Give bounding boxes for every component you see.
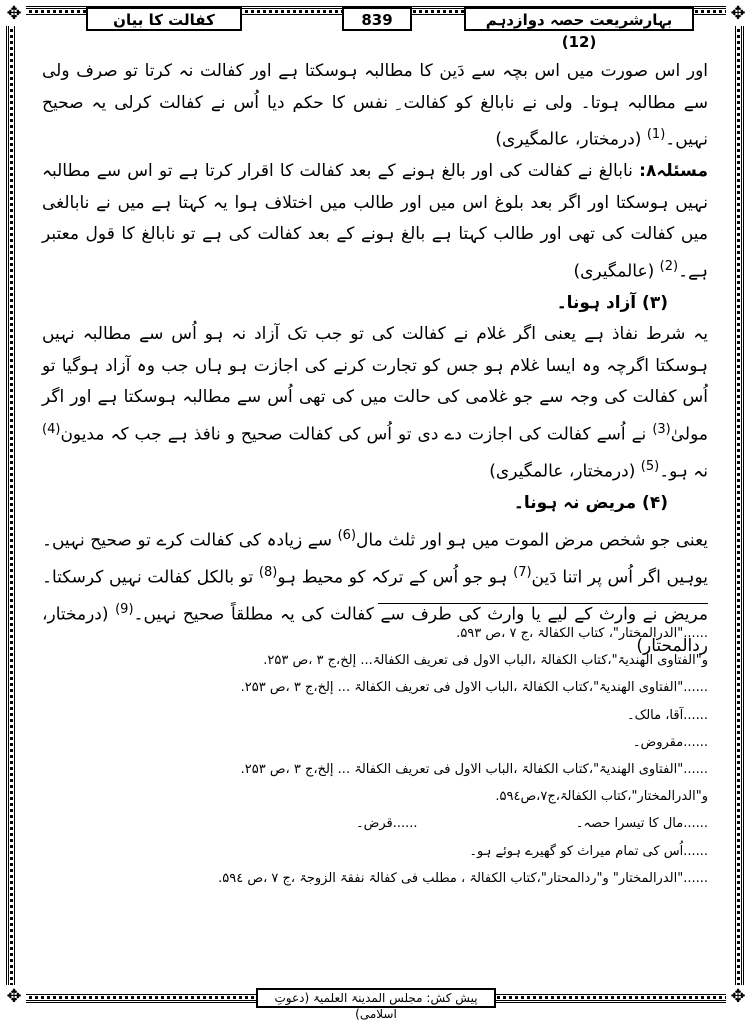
footnote: و"الدرالمختار"،کتاب الکفالۃ،ج۷،ص۵۹٤. xyxy=(495,789,708,805)
masla-paragraph: مسئلہ۸: نابالغ نے کفالت کی اور بالغ ہونے کے بعد کفالت کا اقرار کرتا ہے تو اس سے مطالبہ نہیں ہوسکتا اور اگر بعد بلوغ اس میں اور طالب میں اختلاف ہوا یہ کہتا ہے میں نے نابالغی میں کفالت کی تھی اور طالب کہتا ہے بالغ ہونے کے بعد کفالت کی ہے تو نابالغ کا قول معتبر ہے۔$^{(2)}$ (عالمگیری) xyxy=(42,161,708,282)
page-number: 839 xyxy=(342,7,412,31)
corner-ornament-icon: ✥ xyxy=(2,2,26,26)
corner-ornament-icon: ✥ xyxy=(726,2,750,26)
paragraph: اور اس صورت میں اس بچہ سے دَین کا مطالبہ ہوسکتا ہے اور کفالت نہ کرتا تو صرف ولی سے مطالبہ ہوتا۔ ولی نے نابالغ کو کفالت ِ نفس کا حکم دیا اُس نے کفالت کرلی یہ صحیح نہیں۔$^{(1)}$ (درمختار، عالمگیری) xyxy=(42,61,708,150)
footnote: ......آقا، مالک۔ xyxy=(626,707,708,723)
chapter-title: کفالت کا بیان xyxy=(86,7,242,31)
footnote: و"الفتاوی الھندیۃ"،کتاب الکفالۃ ،الباب الاول فی تعریف الکفالۃ... إلخ،ج ۳ ،ص ۲۵۳. xyxy=(263,653,708,669)
section-heading: (۳) آزاد ہونا۔ xyxy=(556,292,668,313)
main-text xyxy=(42,56,708,663)
footnote: ......اُس کی تمام میراث کو گھیرے ہوئے ہو۔ xyxy=(469,843,708,859)
footnote-pair xyxy=(42,810,708,837)
section-heading: (۴) مریض نہ ہونا۔ xyxy=(513,493,668,514)
footnote: ......مال کا تیسرا حصہ۔ xyxy=(575,816,708,832)
footnotes xyxy=(42,620,708,892)
paragraph: یہ شرط نفاذ ہے یعنی اگر غلام نے کفالت کی تو جب تک آزاد نہ ہو اُس سے مطالبہ نہیں ہوسکتا اگرچہ وہ ایسا غلام ہو جس کو تجارت کرنے کی اجازت ہو ہاں جب وہ آزاد ہوگیا تو اُس کفالت کی وجہ سے جو غلامی کی حالت میں کی تھی اُس سے مطالبہ ہوسکتا ہے اور اگر مولیٰ$^{(3)}$ نے اُسے کفالت کی اجازت دے دی تو اُس کی کفالت صحیح و نافذ ہے جب کہ مدیون$^{(4)}$ نہ ہو۔$^{(5)}$ (درمختار، عالمگیری) xyxy=(42,324,708,482)
footnote: ......"الدرالمختار" و"ردالمحتار"،کتاب الکفالۃ ، مطلب فی کفالۃ نفقۃ الزوجۃ ،ج ۷ ،ص ۵۹٤. xyxy=(218,870,708,886)
masla-label: مسئلہ۸: xyxy=(639,161,708,182)
footnote: ......"الفتاوی الھندیۃ"،کتاب الکفالۃ ،الباب الاول فی تعریف الکفالۃ ... إلخ،ج ۳ ،ص ۲۵۳. xyxy=(240,762,708,778)
corner-ornament-icon: ✥ xyxy=(726,985,750,1009)
paragraph: یعنی جو شخص مرض الموت میں ہو اور ثلث مال$^{(6)}$ سے زیادہ کی کفالت کرے تو صحیح نہیں۔ یوہیں اگر اُس پر اتنا دَین$^{(7)}$ ہو جو اُس کے ترکہ کو محیط ہو$^{(8)}$ تو بالکل کفالت نہیں کرسکتا۔ مریض نے وارث کے لیے یا وارث کی طرف سے کفالت کی یہ مطلقاً صحیح نہیں۔$^{(9)}$ (درمختار، ردالمحتار) xyxy=(42,527,709,657)
footnote: ......مقروض۔ xyxy=(632,734,708,750)
footnote: ......"الفتاوی الھندیۃ"،کتاب الکفالۃ ،الباب الاول فی تعریف الکفالۃ ... إلخ،ج ۳ ،ص ۲۵۳. xyxy=(240,680,708,696)
footnote: ......قرض۔ xyxy=(356,816,418,832)
corner-ornament-icon: ✥ xyxy=(2,985,26,1009)
footnote-separator xyxy=(378,603,708,604)
book-title: بہارِشریعت حصہ دوازدہم (12) xyxy=(464,7,694,31)
footer-presenter: پیش کش: مجلس المدینۃ العلمیۃ (دعوتِ اسلامی) xyxy=(256,988,496,1008)
footnote: ......"الدرالمختار"، کتاب الکفالۃ ،ج ۷ ،ص ۵۹۳. xyxy=(456,626,708,641)
